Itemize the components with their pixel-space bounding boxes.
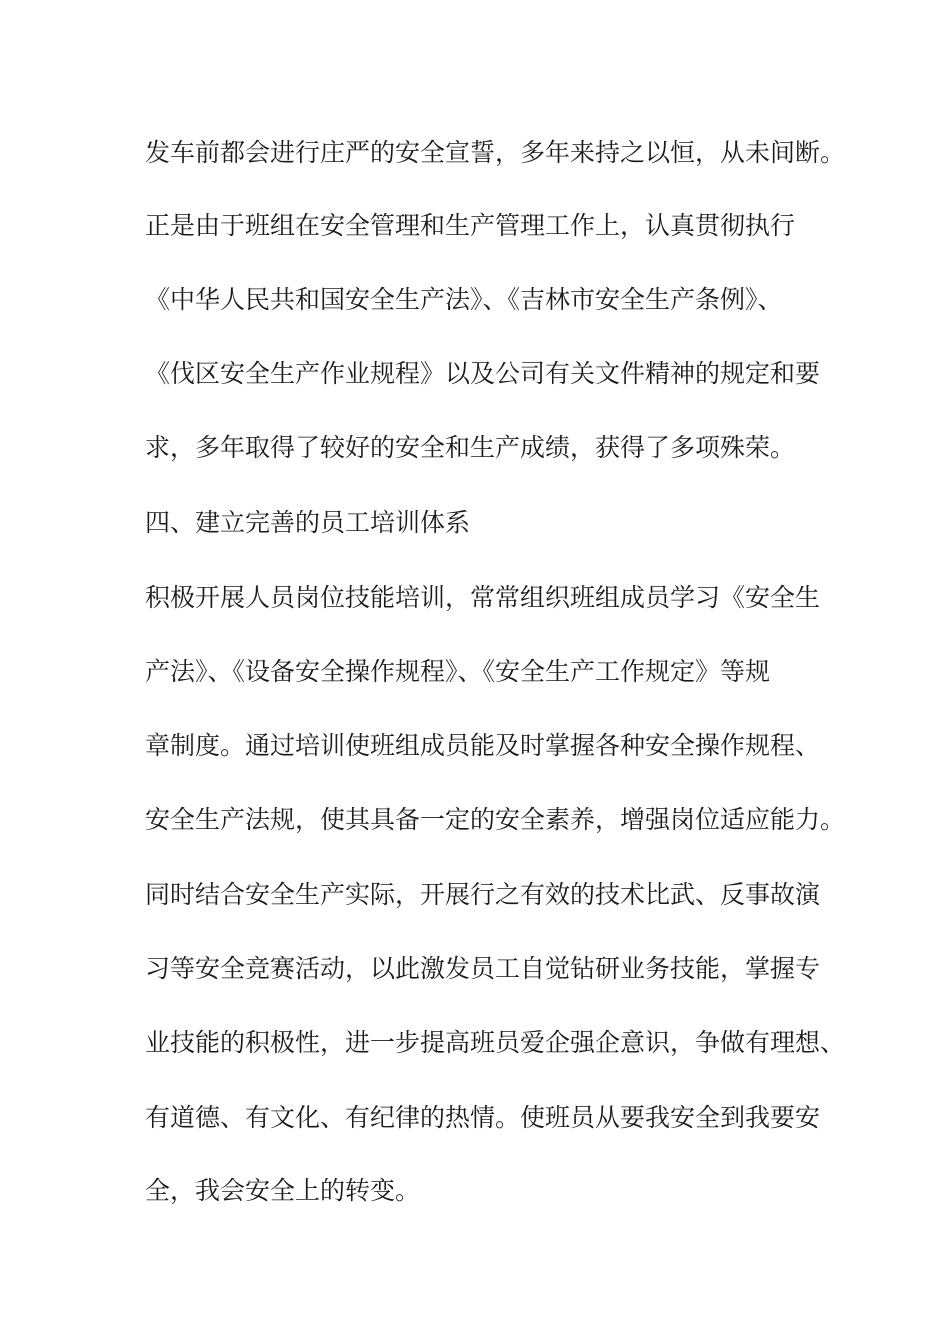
text-line: 全，我会安全上的转变。: [145, 1176, 421, 1205]
text-line: 同时结合安全生产实际，开展行之有效的技术比武、反事故演: [145, 880, 821, 909]
text-line: 《伐区安全生产作业规程》以及公司有关文件精神的规定和要: [145, 359, 821, 388]
text-line: 习等安全竞赛活动，以此激发员工自觉钻研业务技能，掌握专: [145, 954, 821, 983]
text-line: 求，多年取得了较好的安全和生产成绩，获得了多项殊荣。: [145, 433, 796, 462]
text-line: 业技能的积极性，进一步提高班员爱企强企意识，争做有理想、: [145, 1028, 846, 1057]
text-line: 章制度。通过培训使班组成员能及时掌握各种安全操作规程、: [145, 731, 821, 760]
text-line: 《中华人民共和国安全生产法》、《吉林市安全生产条例》、: [145, 285, 783, 314]
section-heading: 四、建立完善的员工培训体系: [145, 508, 471, 537]
text-line: 发车前都会进行庄严的安全宣誓，多年来持之以恒，从未间断。: [145, 138, 846, 167]
text-line: 有道德、有文化、有纪律的热情。使班员从要我安全到我要安: [145, 1103, 821, 1132]
text-line: 积极开展人员岗位技能培训，常常组织班组成员学习《安全生: [145, 583, 821, 612]
text-line: 安全生产法规，使其具备一定的安全素养，增强岗位适应能力。: [145, 805, 846, 834]
text-line: 产法》、《设备安全操作规程》、《安全生产工作规定》等规: [145, 657, 771, 686]
text-line: 正是由于班组在安全管理和生产管理工作上，认真贯彻执行: [145, 211, 796, 240]
